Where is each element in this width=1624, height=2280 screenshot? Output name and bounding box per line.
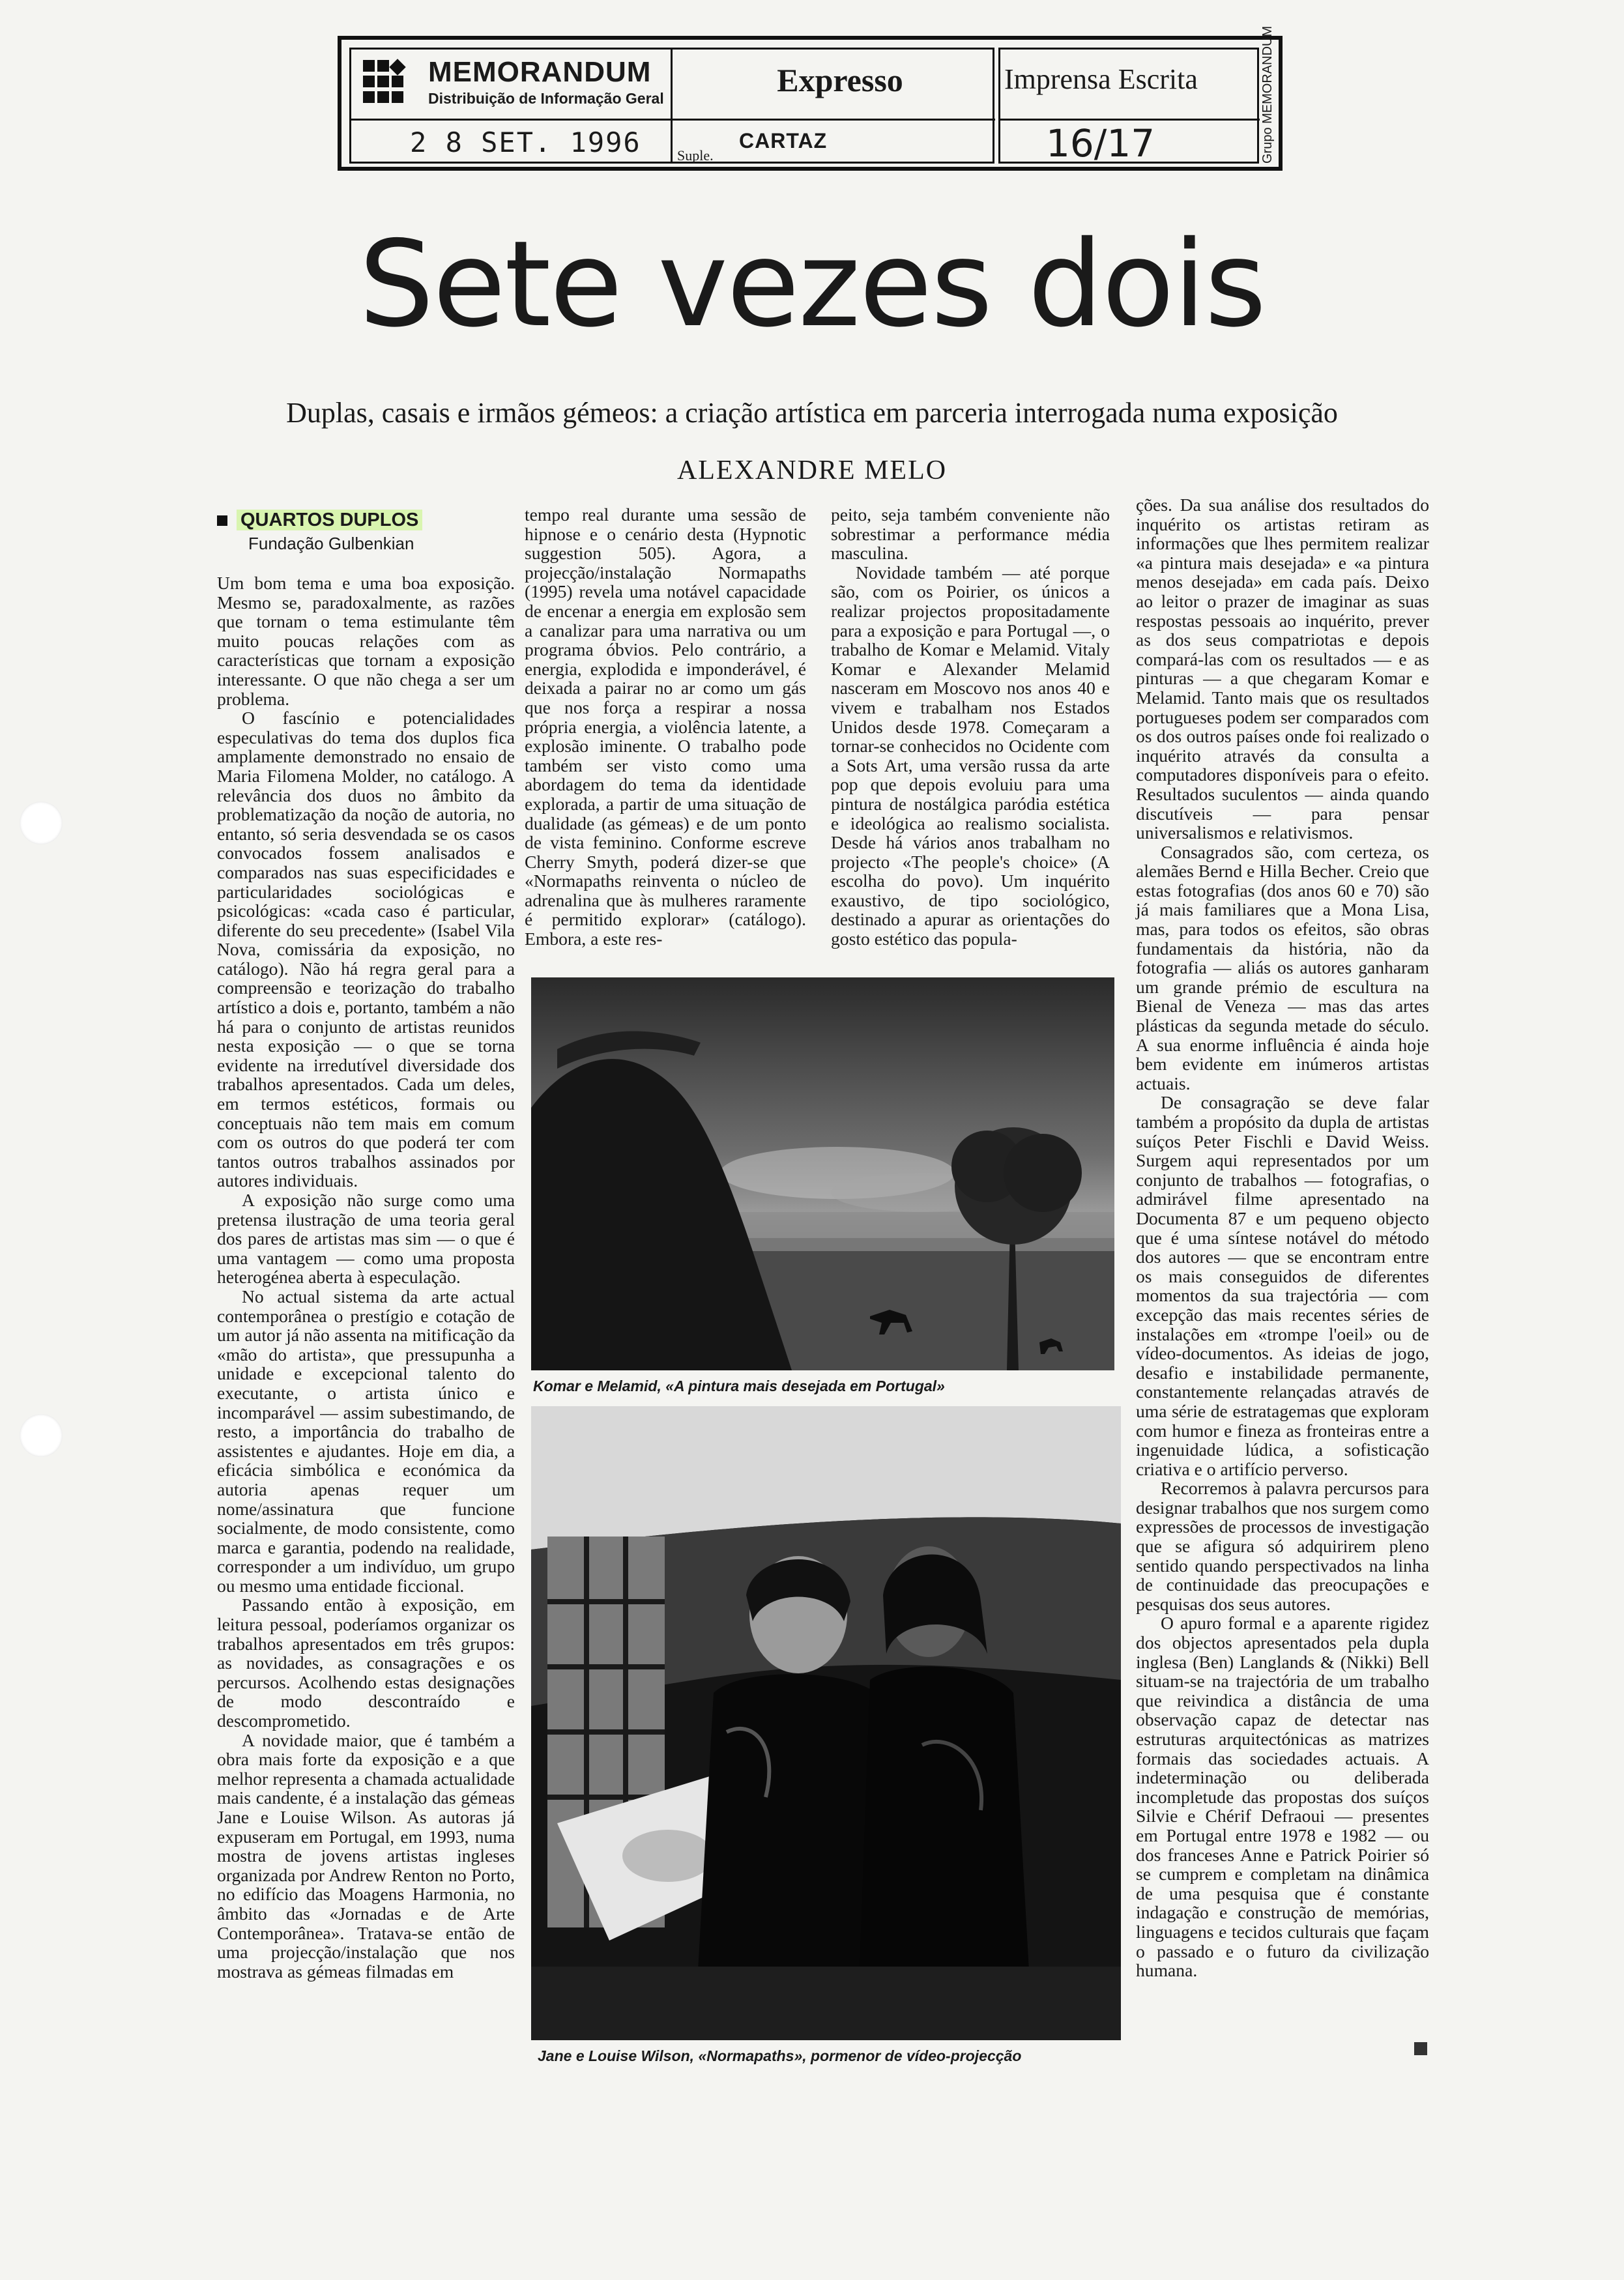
paragraph: O apuro formal e a aparente rigidez dos objectos apresentados pela dupla inglesa (Ben) Langlands & (Nikki) Bell situam-se na trajectória de um trabalho que reivindica a distância de uma observação capaz de detectar nas estruturas arquitectónicas as matrizes formais das sociedades actuais. A indeterminação ou deliberada incompletude das propostas dos suíços Silvie e Chérif Defraoui — presentes em Portugal entre 1978 e 1982 — ou dos franceses Anne e Patrick Poirier só se cumprem e completam na dinâmica de uma pesquisa que é constante indagação e construção de memórias, linguagens e tecidos culturais que façam o passado e o futuro da civilização humana.	[1136, 1613, 1429, 1981]
article-byline: ALEXANDRE MELO	[676, 455, 948, 485]
paragraph: Novidade também — até porque são, com os Poirier, os únicos a realizar projectos propositadamente para a exposição e para Portugal —, o trabalho de Komar e Melamid. Vitaly Komar e Alexander Melamid nasceram em Moscovo nos anos 40 e vivem e trabalham nos Estados Unidos desde 1978. Começaram a tornar-se conhecidos no Ocidente com a Sots Art, uma versão russa da arte pop que depois evoluiu para uma pintura de nostálgica paródia estética e ideológica ao realismo socialista. Desde há vários anos trabalham no projecto «The people's choice» (A escolha do povo). Um inquérito exaustivo, de tipo sociológico, destinado a apurar as orientações do gosto estético das popula-	[831, 562, 1110, 949]
bullet-square-icon	[217, 515, 227, 526]
exhibition-venue: Fundação Gulbenkian	[248, 534, 414, 553]
article-headline: Sete vezes dois	[358, 215, 1266, 353]
medium-box	[998, 48, 1259, 164]
twins-photo-image	[531, 1406, 1121, 2040]
paragraph: O fascínio e potencialidades especulativas do tema dos duplos fica amplamente demonstrado no ensaio de Maria Filomena Molder, no catálogo. A relevância dos duos no âmbito da problematização da noção de autoria, no entanto, só seria desvendada se os casos convocados fossem analisados e comparados nas suas especificidades e particularidades sociológicas e psicológicas: «cada caso é particular, diferente do seu precedente» (Isabel Vila Nova, comissária da exposição, no catálogo). Não há regra geral para a compreensão e teorização do trabalho artístico a dois e, portanto, também a não há para o conjunto de artistas reunidos nesta exposição — o que se torna evidente na irredutível diversidade dos trabalhos apresentados. Cada um deles, em termos estéticos, formais ou conceptuais não tem mais em comum com os outros do que poderá ter com tantos outros trabalhos assinados por autores individuais.	[217, 708, 515, 1191]
article-end-mark	[1414, 2042, 1427, 2055]
clipping-stamp	[338, 25, 1283, 171]
paragraph: Passando então à exposição, em leitura pessoal, poderíamos organizar os trabalhos apresentados em três grupos: as novidades, as consagrações e os percursos. Acolhendo estas designações de modo descontraído e descomprometido.	[217, 1595, 515, 1731]
article-subtitle: Duplas, casais e irmãos gémeos: a criação artística em parceria interrogada numa exposição	[286, 397, 1338, 429]
section-name: CARTAZ	[739, 129, 828, 152]
photo2-caption: Jane e Louise Wilson, «Normapaths», pormenor de vídeo-projecção	[538, 2047, 1022, 2064]
photo-jane-louise-wilson	[531, 1406, 1121, 2040]
paragraph: tempo real durante uma sessão de hipnose e o cenário desta (Hypnotic suggestion 505). Agora, a projecção/instalação Normapaths (1995) revela uma notável capacidade de encenar a energia em explosão sem a canalizar para uma narrativa ou um programa óbvios. Pelo contrário, a energia, explodida e imponderável, é deixada a pairar no ar como um gás que nos força a respirar a nossa própria energia, a violência latente, a explosão iminente. O trabalho pode também ser visto como uma abordagem do tema da identidade explorada, a partir de uma situação de dualidade (as gémeas) e de um ponto de vista feminino. Conforme escreve Cherry Smyth, poderá dizer-se que «Normapaths reinventa o núcleo de adrenalina que às mulheres raramente é permitido explorar» (catálogo). Embora, a este res-	[525, 504, 806, 949]
suple-label: Suple.	[677, 147, 714, 164]
paragraph: ções. Da sua análise dos resultados do inquérito os artistas retiram as informações que lhes permitem realizar «a pintura mais desejada» e «a pintura menos desejada» em cada país. Deixo ao leitor o prazer de imaginar as suas respostas pessoais ao inquérito, prever as dos seus compatriotas e depois compará-las com os resultados — e as pinturas — a que chegaram Komar e Melamid. Tanto mais que os resultados portugueses podem ser comparados com os dos outros países onde foi realizado o inquérito através da consulta a computadores disponíveis para o efeito. Resultados suculentos — ainda quando discutíveis — para pensar universalismos e relativismos.	[1136, 495, 1429, 843]
logo-subtitle: Distribuição de Informação Geral	[428, 90, 664, 107]
page-numbers: 16/17	[1046, 121, 1155, 166]
group-label-vertical	[1241, 25, 1280, 164]
logo-title: MEMORANDUM	[428, 56, 652, 88]
exhibition-info	[217, 510, 422, 554]
photo1-caption: Komar e Melamid, «A pintura mais desejada em Portugal»	[533, 1378, 945, 1394]
exhibition-title: QUARTOS DUPLOS	[237, 510, 422, 530]
paragraph: A exposição não surge como uma pretensa ilustração de uma teoria geral dos pares de artistas mas sim — o que é uma vantagem — como uma proposta heterogénea aberta à especulação.	[217, 1190, 515, 1288]
photo-komar-melamid-painting	[531, 977, 1114, 1370]
paragraph: peito, seja também conveniente não sobrestimar a performance média masculina.	[831, 504, 1110, 564]
clipping-date: 2 8 SET. 1996	[410, 126, 641, 158]
column-4	[1136, 495, 1429, 1980]
column-1	[217, 573, 515, 1981]
column-2	[525, 505, 806, 949]
logo-box	[349, 48, 994, 164]
publication-name: Expresso	[777, 62, 903, 98]
punch-hole-top	[20, 801, 63, 844]
medium-label: Imprensa Escrita	[1004, 63, 1198, 95]
column-3	[831, 505, 1110, 949]
punch-hole-bottom	[20, 1414, 63, 1457]
group-label: Grupo MEMORANDUM	[1260, 25, 1275, 164]
paragraph: Recorremos à palavra percursos para designar trabalhos que nos surgem como expressões de processos de investigação que se afigura só adquirirem pleno sentido quando perspectivados na linha de continuidade das preocupações e pesquisas dos seus autores.	[1136, 1478, 1429, 1614]
paragraph: Consagrados são, com certeza, os alemães Bernd e Hilla Becher. Creio que estas fotografias (dos anos 60 e 70) são já mais familiares que a Mona Lisa, mas, para todos os efeitos, são obras fundamentais da história, não da fotografia — aliás os autores ganharam um grande prémio de escultura na Bienal de Veneza — mas das artes plásticas da segunda metade do século. A sua enorme influência é ainda hoje bem evidente em inúmeros artistas actuais.	[1136, 841, 1429, 1093]
landscape-painting-image	[531, 977, 1114, 1370]
paragraph: De consagração se deve falar também a propósito da dupla de artistas suíços Peter Fischli e David Weiss. Surgem aqui representados por um conjunto de trabalhos — fotografias, o admirável filme apresentado na Documenta 87 e um pequeno objecto que é uma síntese notável do método dos autores — que se encontram entre os mais conseguidos de diferentes momentos da sua trajectória — com excepção das mais recentes séries de instalações em «trompe l'oeil» ou de vídeo-documentos. As ideias de jogo, desafio e instabilidade permanente, constantemente relançadas através de uma série de estratagemas que exploram com humor e fineza as fronteiras entre a ingenuidade lúdica, a sofisticação criativa e o artifício perverso.	[1136, 1092, 1429, 1479]
paragraph: Um bom tema e uma boa exposição. Mesmo se, paradoxalmente, as razões que tornam o tema estimulante têm muito poucas relações com as características que tornam a exposição interessante. O que não chega a ser um problema.	[217, 573, 515, 709]
memorandum-logo-icon	[363, 60, 415, 109]
paragraph: A novidade maior, que é também a obra mais forte da exposição e a que melhor representa a chamada actualidade mais candente, é a instalação das gémeas Jane e Louise Wilson. As autoras já expuseram em Portugal, em 1993, numa mostra de jovens artistas ingleses organizada por Andrew Renton no Porto, no edifício das Moagens Harmonia, no âmbito das «Jornadas e de Arte Contemporânea». Tratava-se então de uma projecção/instalação que nos mostrava as gémeas filmadas em	[217, 1729, 515, 1982]
paragraph: No actual sistema da arte actual contemporânea o prestígio e cotação de um autor já não assenta na mitificação da «mão do artista», que pressupunha a unidade e excepcional talento do executante, o artista único e incomparável — assim subestimando, de resto, a importância do trabalho de assistentes e ajudantes. Hoje em dia, a eficácia simbólica e económica da autoria apenas requer um nome/assinatura que funcione socialmente, de modo consistente, como marca e garantia, podendo na realidade, corresponder a um indivíduo, um grupo ou mesmo uma entidade ficcional.	[217, 1286, 515, 1596]
